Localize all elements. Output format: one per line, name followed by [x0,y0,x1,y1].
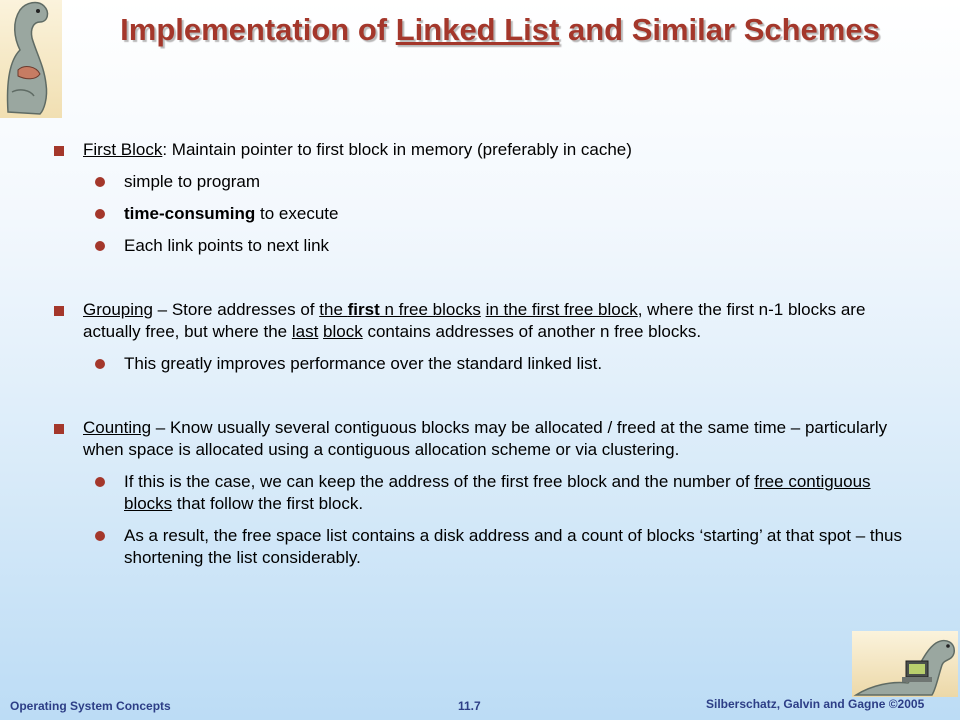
sub-bullet: As a result, the free space list contains a disk address and a count of blocks ‘starting’ at that spot – thus shortening the list considerably. [54,525,920,569]
bullet-first-block: First Block: Maintain pointer to first block in memory (preferably in cache) [54,139,920,161]
footer-copyright: Silberschatz, Galvin and Gagne ©2005 [706,697,925,711]
footer-course: Operating System Concepts [10,699,171,713]
round-bullet-icon [95,177,105,187]
slide-body [54,139,920,569]
dinosaur-computer-logo-icon [852,631,958,697]
bullet-grouping: Grouping – Store addresses of the first n free blocks in the first free block, where the first n-1 blocks are actually free, but where the last block contains addresses of another n free blocks. [54,299,920,343]
round-bullet-icon [95,359,105,369]
slide-title: Implementation of Linked List and Similar Schemes [120,12,880,47]
square-bullet-icon [54,146,64,156]
sub-bullet: time-consuming to execute [54,203,920,225]
round-bullet-icon [95,531,105,541]
square-bullet-icon [54,306,64,316]
sub-bullet: This greatly improves performance over the standard linked list. [54,353,920,375]
sub-bullet: If this is the case, we can keep the address of the first free block and the number of free contiguous blocks that follow the first block. [54,471,920,515]
round-bullet-icon [95,209,105,219]
bullet-counting: Counting – Know usually several contiguous blocks may be allocated / freed at the same time – particularly when space is allocated using a contiguous allocation scheme or via clustering. [54,417,920,461]
round-bullet-icon [95,477,105,487]
dinosaur-logo-icon [0,0,62,118]
sub-bullet: Each link points to next link [54,235,920,257]
footer-slide-number: 11.7 [458,699,481,713]
sub-bullet: simple to program [54,171,920,193]
round-bullet-icon [95,241,105,251]
square-bullet-icon [54,424,64,434]
